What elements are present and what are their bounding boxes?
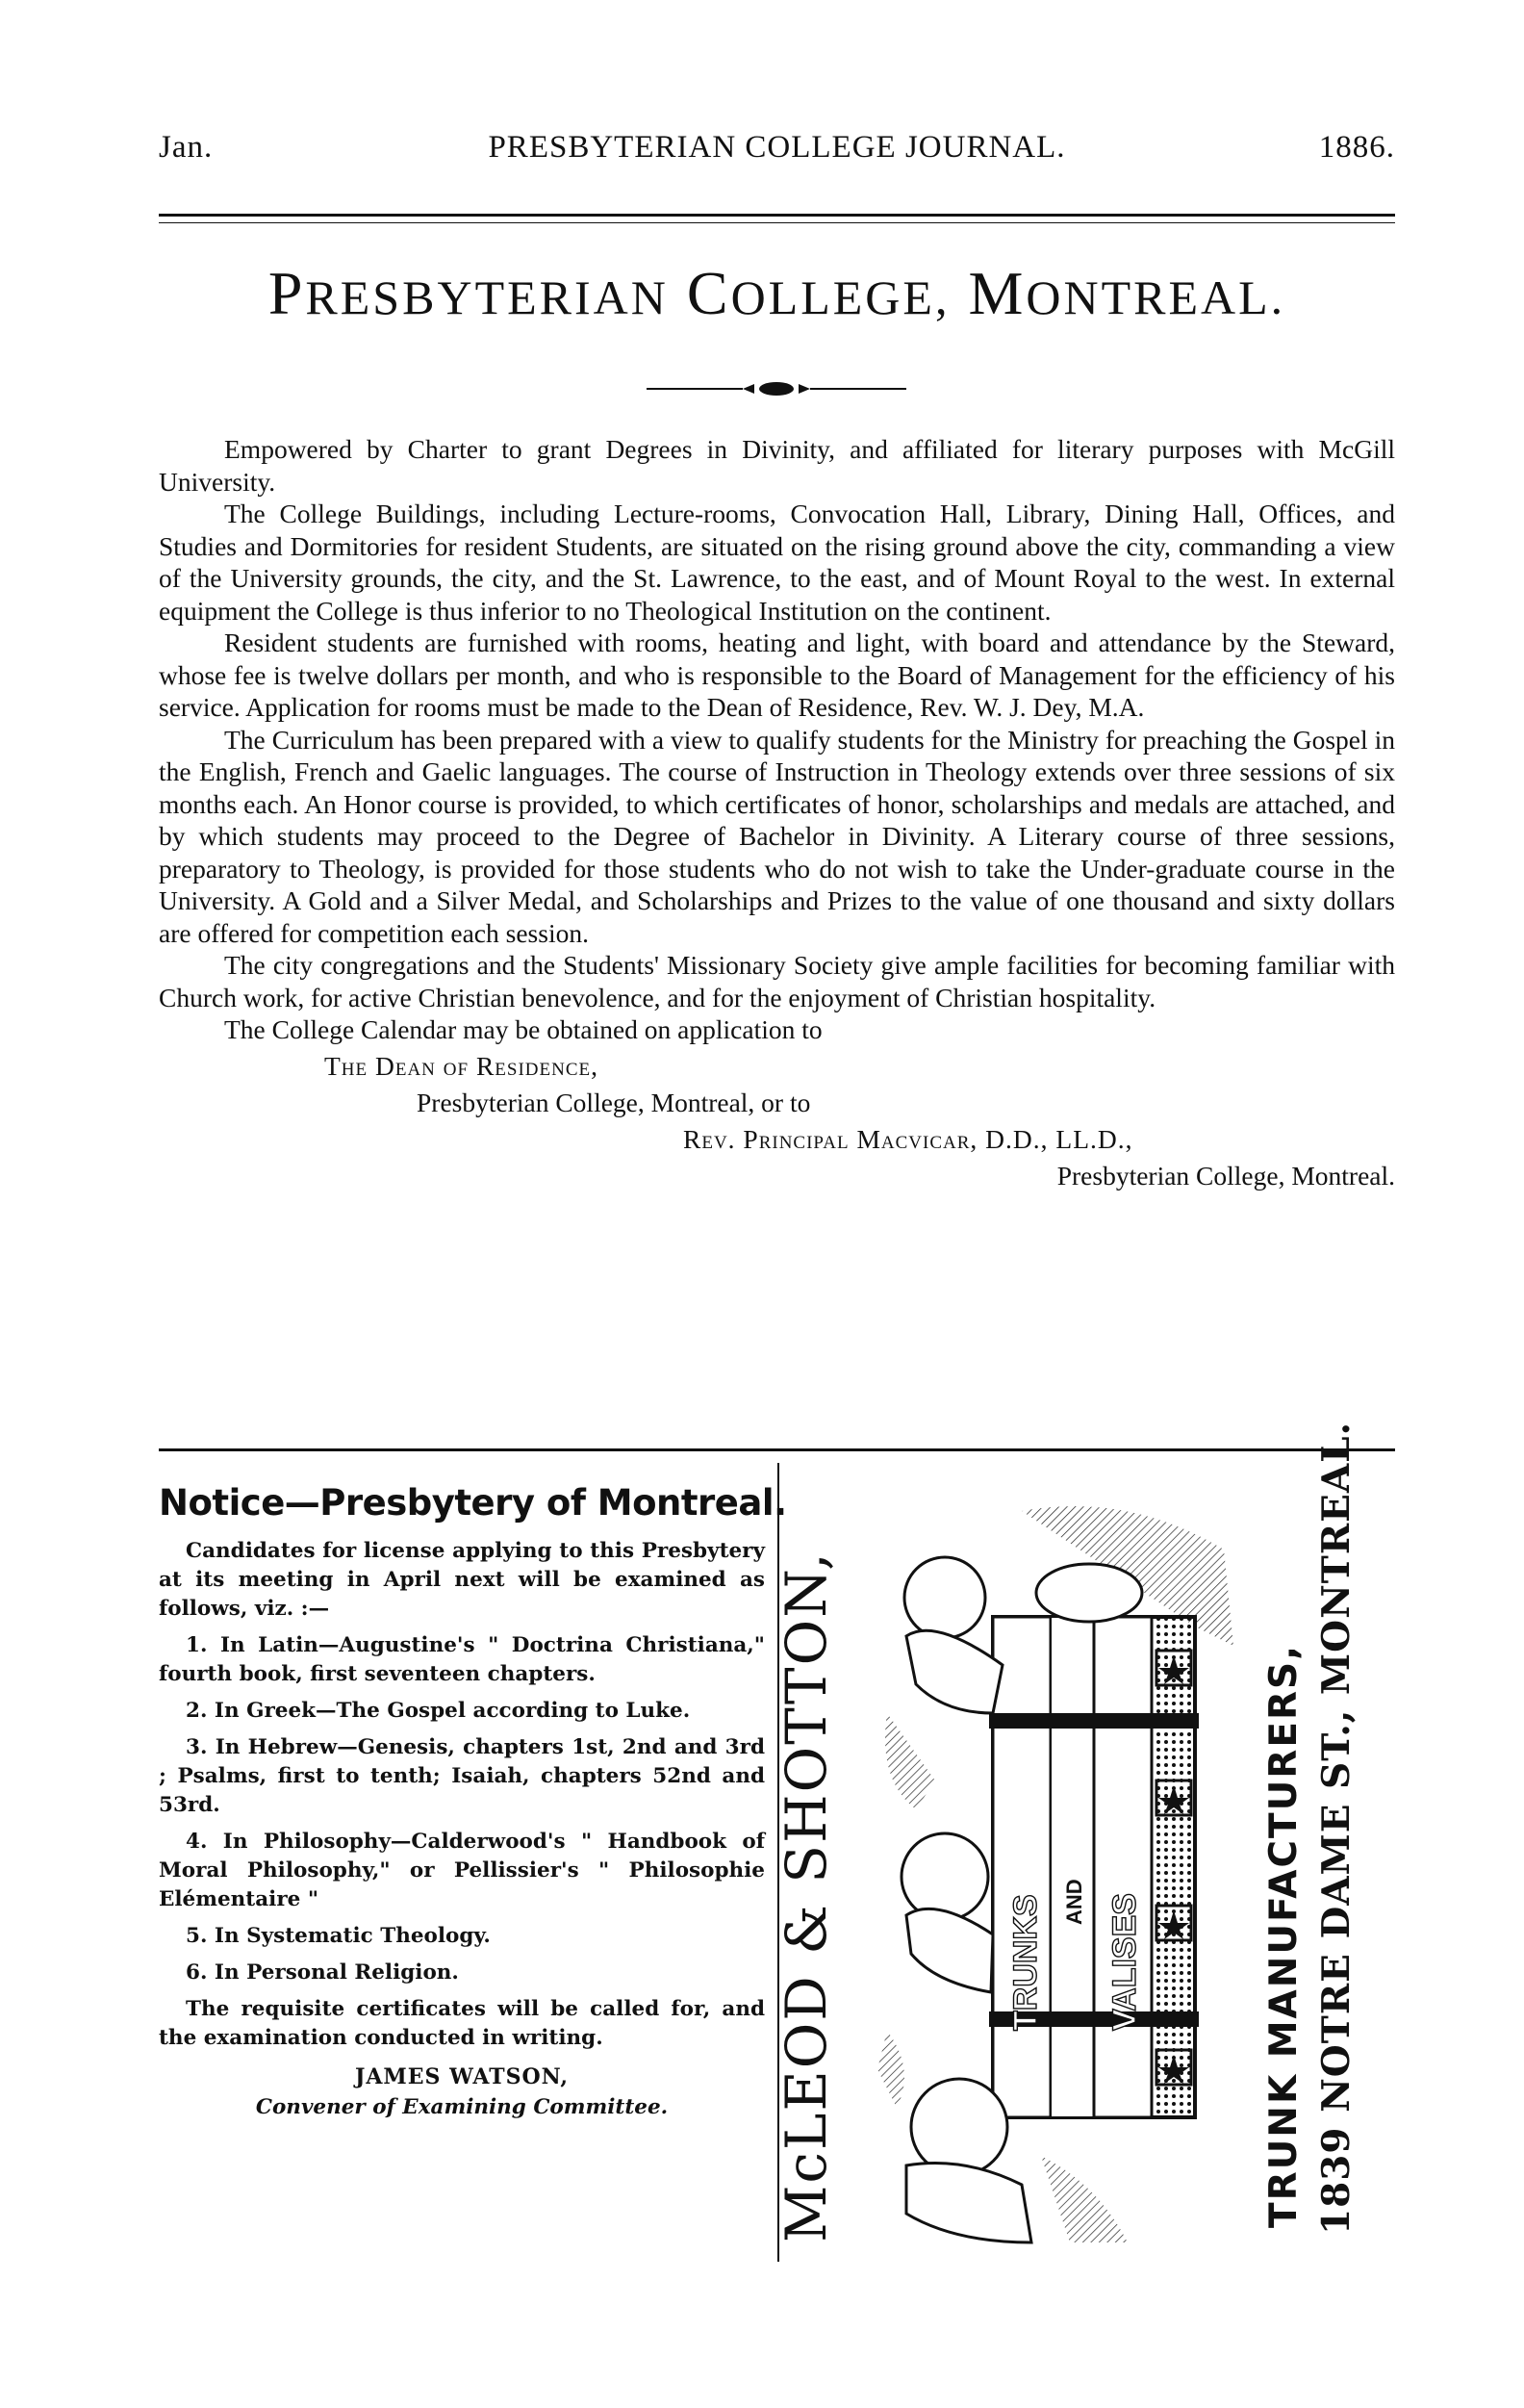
title-initial-m: M xyxy=(968,259,1027,327)
trunk-label-trunks: TRUNKS xyxy=(1007,1894,1044,2031)
paragraph-congregations: The city congregations and the Students' Missionary Society give ample facilities for becoming familiar with Church work, for active Christian benevolence, and for the enjoyment of Christian hospitality. xyxy=(159,950,1395,1012)
notice-signer-role: Convener of Examining Committee. xyxy=(255,2095,669,2119)
title-initial-c: C xyxy=(686,259,731,327)
ad-firm-name: McLEOD & SHOTTON, xyxy=(774,1550,839,2242)
paragraph-charter: Empowered by Charter to grant Degrees in Divinity, and affiliated for literary purposes with McGill University. xyxy=(159,434,1395,497)
running-head xyxy=(159,130,1395,178)
address-line-dean: The Dean of Residence, xyxy=(324,1050,598,1081)
paragraph-curriculum: The Curriculum has been prepared with a view to qualify students for the Ministry for preaching the Gospel in the English, French and Gaelic languages. The course of Instruction in Theology extends over three sessions of six months each. An Honor course is provided, to which certificates of honor, scholarships and medals are attached, and by which students may proceed to the Degree of Bachelor in Divinity. A Literary course of three sessions, preparatory to Theology, is provided for those students who do not wish to take the Under-graduate course in the University. A Gold and a Silver Medal, and Scholarships and Prizes to the value of one thousand and sixty dollars are offered for competition each session. xyxy=(159,724,1395,948)
presbytery-notice xyxy=(159,1482,787,2119)
notice-item-greek: 2. In Greek—The Gospel according to Luke. xyxy=(186,1699,691,1723)
notice-item-religion: 6. In Personal Religion. xyxy=(186,1960,459,1985)
address-line-college-final: Presbyterian College, Montreal. xyxy=(1056,1160,1395,1191)
ad-address-line: 1839 NOTRE DAME ST., MONTREAL. xyxy=(1314,1421,1359,2235)
paragraph-buildings: The College Buildings, including Lecture-rooms, Convocation Hall, Library, Dining Hall, Offices, and Studies and Dormitories for resident Students, are situated on the rising ground above the city, commanding a view of the University grounds, the city, and the St. Lawrence, to the east, and of Mount Royal to the west. In external equipment the College is thus inferior to no Theological Institution on the continent. xyxy=(159,499,1395,626)
trunk-cherubs-illustration-icon xyxy=(877,1492,1291,2252)
notice-closing: The requisite certificates will be called for, and the examination conducted in writing. xyxy=(159,1997,765,2050)
header-year: 1886. xyxy=(1318,130,1395,165)
college-description xyxy=(159,433,1395,1194)
header-month: Jan. xyxy=(159,130,214,165)
notice-item-hebrew: 3. In Hebrew—Genesis, chapters 1st, 2nd and 3rd ; Psalms, first to tenth; Isaiah, chapters 52nd and 53rd. xyxy=(159,1735,765,1817)
paragraph-calendar: The College Calendar may be obtained on application to xyxy=(224,1014,823,1044)
address-line-principal: Rev. Principal Macvicar, D.D., LL.D., xyxy=(683,1123,1133,1154)
page-title xyxy=(159,258,1395,329)
address-line-college: Presbyterian College, Montreal, or to xyxy=(417,1087,811,1117)
header-journal-title: PRESBYTERIAN COLLEGE JOURNAL. xyxy=(488,130,1066,165)
trunk-label-and: AND xyxy=(1062,1879,1086,1925)
title-word-college: OLLEGE, xyxy=(730,270,951,324)
section-divider xyxy=(159,1448,1395,1451)
notice-item-theology: 5. In Systematic Theology. xyxy=(186,1924,491,1948)
notice-body xyxy=(159,1537,765,2053)
title-word-presbyterian: RESBYTERIAN xyxy=(305,270,669,324)
notice-intro: Candidates for license applying to this Presbytery at its meeting in April next will be examined as follows, viz. :— xyxy=(159,1539,765,1621)
title-initial-p: P xyxy=(267,259,306,327)
paragraph-residence: Resident students are furnished with rooms, heating and light, with board and attendance by the Steward, whose fee is twelve dollars per month, and who is responsible to the Board of Management for the efficiency of his service. Application for rooms must be made to the Dean of Residence, Rev. W. J. Dey, M.A. xyxy=(159,628,1395,722)
title-ornament-icon xyxy=(647,378,906,399)
notice-signer: JAMES WATSON, xyxy=(354,2064,570,2089)
ad-trade-line: TRUNK MANUFACTURERS, xyxy=(1262,1644,1306,2228)
header-double-rule xyxy=(159,214,1395,223)
notice-heading: Notice—Presbytery of Montreal. xyxy=(159,1482,787,1524)
calendar-address xyxy=(159,1048,1395,1194)
title-word-montreal: ONTREAL. xyxy=(1026,270,1286,324)
notice-item-latin: 1. In Latin—Augustine's " Doctrina Christiana," fourth book, first seventeen chapters. xyxy=(159,1633,765,1686)
trunk-advertisement xyxy=(774,1421,1397,2262)
notice-item-philosophy: 4. In Philosophy—Calderwood's " Handbook of Moral Philosophy," or Pellissier's " Philosophie Elémentaire " xyxy=(159,1830,765,1911)
trunk-label-valises: VALISES xyxy=(1106,1893,1143,2031)
